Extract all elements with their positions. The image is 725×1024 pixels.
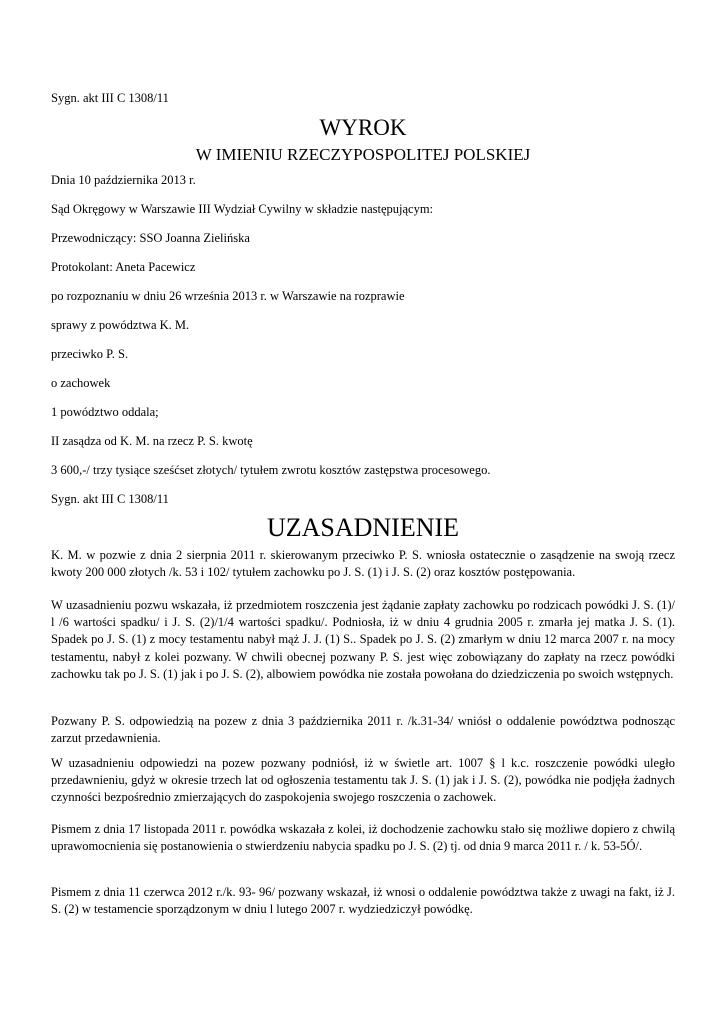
case-plaintiff: sprawy z powództwa K. M. <box>51 318 190 332</box>
justification-paragraph-5: Pismem z dnia 17 listopada 2011 r. powódka wskazała z kolei, iż dochodzenie zachowku stało się możliwe dopiero z chwilą uprawomocnienia się postanowienia o stwierdzeniu nabycia spadku po J. S. (2) tj. od dnia 9 marca 2011 r. / k. 53-5Ó/. <box>51 822 675 854</box>
case-subject: o zachowek <box>51 376 111 390</box>
justification-paragraph-4: W uzasadnieniu odpowiedzi na pozew pozwany podniósł, iż w świetle art. 1007 § l k.c. roszczenie powódki uległo przedawnieniu, gdyż w okresie trzech lat od ogłoszenia testamentu tak J. S. (1) jak i J. S. (2), powódka nie podjęła żadnych czynności bezpośrednio zmierzających do zaspokojenia swojego roszczenia o zachowek. <box>51 756 675 805</box>
justification-paragraph-3: Pozwany P. S. odpowiedzią na pozew z dnia 3 października 2011 r. /k.31-34/ wniósł o oddalenie powództwa podnosząc zarzut przedawnienia. <box>51 714 675 746</box>
justification-paragraph-1: K. M. w pozwie z dnia 2 sierpnia 2011 r. skierowanym przeciwko P. S. wniosła ostatecznie o zasądzenie na swoją rzecz kwoty 200 000 złotych /k. 53 i 102/ tytułem zachowku po J. S. (1) i J. S. (2) oraz kosztów postępowania. <box>51 548 675 580</box>
verdict-point-2: II zasądza od K. M. na rzecz P. S. kwotę <box>51 434 253 448</box>
verdict-point-1: 1 powództwo oddala; <box>51 405 159 419</box>
hearing-info: po rozpoznaniu w dniu 26 września 2013 r. w Warszawie na rozprawie <box>51 289 405 303</box>
verdict-subtitle: W IMIENIU RZECZYPOSPOLITEJ POLSKIEJ <box>195 145 531 164</box>
presiding-judge: Przewodniczący: SSO Joanna Zielińska <box>51 231 250 245</box>
court-clerk: Protokolant: Aneta Pacewicz <box>51 260 196 274</box>
justification-paragraph-6: Pismem z dnia 11 czerwca 2012 r./k. 93- 96/ pozwany wskazał, iż wnosi o oddalenie powództwa także z uwagi na fakt, iż J. S. (2) w testamencie sporządzonym w dniu l lutego 2007 r. wydziedziczył powódkę. <box>51 885 675 917</box>
verdict-amount: 3 600,-/ trzy tysiące sześćset złotych/ tytułem zwrotu kosztów zastępstwa procesowego. <box>51 463 491 477</box>
justification-title: UZASADNIENIE <box>266 513 460 542</box>
justification-paragraph-2: W uzasadnieniu pozwu wskazała, iż przedmiotem roszczenia jest żądanie zapłaty zachowku po rodzicach powódki J. S. (1)/ l /6 wartości spadku/ i J. S. (2)/1/4 wartości spadku/. Podniosła, iż w dniu 4 grudnia 2005 r. zmarła jej matka J. S. (1). Spadek po J. S. (1) z mocy testamentu nabył mąż J. J. (1) S.. Spadek po J. S. (2) zmarłym w dniu 12 marca 2007 r. na mocy testamentu, nabył z kolei pozwany. W chwili obecnej pozwany P. S. jest więc zobowiązany do zapłaty na rzecz powódki zachowku tak po J. S. (1) jak i po J. S. (2), albowiem powódka nie została powołana do dziedziczenia po swoich wstępnych. <box>51 598 675 681</box>
verdict-title: WYROK <box>319 115 407 140</box>
case-signature-justification: Sygn. akt III C 1308/11 <box>51 492 169 506</box>
verdict-date: Dnia 10 października 2013 r. <box>51 173 196 187</box>
case-signature-top: Sygn. akt III C 1308/11 <box>51 91 169 105</box>
case-defendant: przeciwko P. S. <box>51 347 129 361</box>
court-composition: Sąd Okręgowy w Warszawie III Wydział Cywilny w składzie następującym: <box>51 202 434 216</box>
